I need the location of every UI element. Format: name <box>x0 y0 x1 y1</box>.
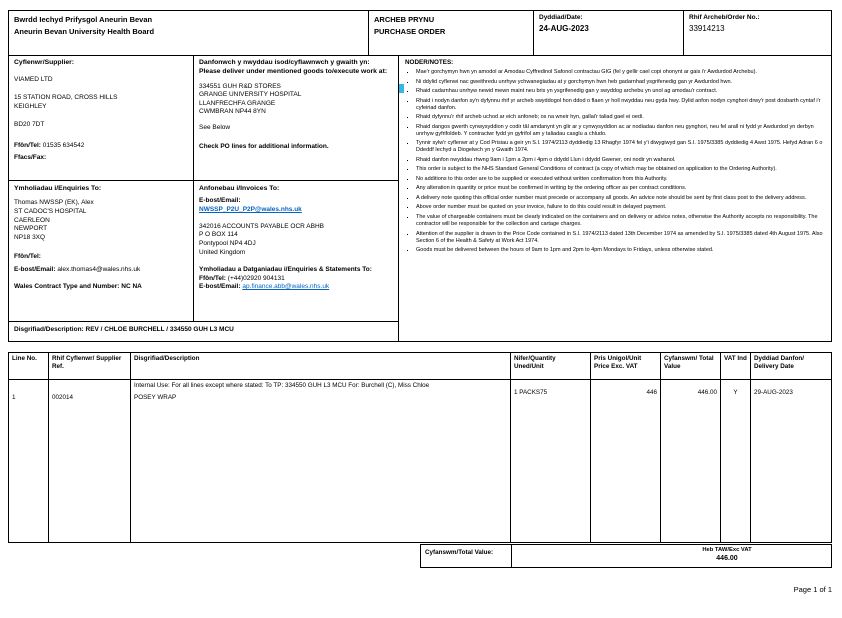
totals-label <box>420 544 512 568</box>
order-date-block <box>534 11 684 55</box>
item-delivery-date-cell <box>751 380 831 542</box>
enquiries-phone-label: Ffôn/Tel: <box>14 253 41 260</box>
supplier-phone <box>14 142 188 150</box>
note-item: ▪ Rhaid dangos gwerth cynwysyddion y codir tâl amdanynt yn glir ar y cynwysyddion ac ar nodiadau danfon neu gynghori, neu fel arall ni fydd yr Awdurdod yn derbyn unrhyw gyfrifoldeb. Y contractwr fydd yn gyfrifol am y taliadau casglu a chludo. <box>416 124 825 138</box>
check-po-note: Check PO lines for additional information. <box>199 142 329 150</box>
totals-label-text: Cyfanswm/Total Value: <box>425 549 494 556</box>
enquiries-address-line: CAERLEON <box>14 216 50 224</box>
delivery-label: Danfonwch y nwyddau isod/cyflawnwch y gwaith yn: Please deliver under mentioned goods to/execute work at: <box>199 59 388 75</box>
invoices-email2-link[interactable]: ap.finance.abb@wales.nhs.uk <box>242 283 330 291</box>
statements-label: Ymholiadau a Datganiadau i/Enquiries & Statements To: <box>199 265 372 273</box>
item-total-value-cell <box>661 380 721 542</box>
note-item: ▪ Rhaid i nodyn danfon sy'n dyfynnu rhif yr archeb swyddogol hon ddod o flaen yr holl nwyddau neu gyda hwy. Dylid anfon nodyn cynghori drwy'r post dosbarth cyntaf i'r cyfeiriad danfon. <box>416 98 825 112</box>
col-vat-ind: VAT Ind <box>721 353 751 379</box>
org-name-welsh: Bwrdd Iechyd Prifysgol Aneurin Bevan <box>14 15 153 24</box>
note-item: ▪ A delivery note quoting this official order number must precede or accompany all goods. An advice note should be sent by first class post to the delivery address. <box>416 195 825 202</box>
item-description-cell <box>131 380 511 542</box>
col-line-no: Line No. <box>9 353 49 379</box>
note-item: ▪ Above order number must be quoted on your invoice, failure to do this could result in delayed payment. <box>416 204 825 211</box>
delivery-address-line: LLANFRECHFA GRANGE <box>199 99 276 107</box>
note-item: ▪ The value of chargeable containers must be clearly indicated on the containers and on delivery or advice notes, otherwise the Authority accepts no responsibility. The contractor will be responsible for the collection and cartage charges. <box>416 214 825 228</box>
note-item: ▪ Goods must be delivered between the hours of 9am to 1pm and 2pm to 4pm Mondays to Fridays, unless otherwise stated. <box>416 247 825 254</box>
invoices-section <box>193 180 399 322</box>
internal-use-note: Internal Use: For all lines except where stated: To TP: 334550 GUH L3 MCU For: Burchell (C), Miss Chloe <box>134 382 430 389</box>
item-total-value: 446.00 <box>697 389 717 396</box>
enquiries-address-line: NEWPORT <box>14 225 48 233</box>
note-item: ▪ Mae'r gorchymyn hwn yn amodol ar Amodau Cyffredinol Safonol contractau GIG (fel y gellir cael copi ohonynt ar gais i'r Awdurdod Archebu). <box>416 69 825 76</box>
po-title-welsh: ARCHEB PRYNU <box>374 15 435 24</box>
delivery-address-line: CWMBRAN NP44 8YN <box>199 107 266 115</box>
invoices-phone-value: (+44)02920 904131 <box>227 274 285 282</box>
order-number-label: Rhif Archeb/Order No.: <box>689 14 760 21</box>
invoices-phone <box>199 275 393 284</box>
totals-sublabel: Heb TAW/Exc VAT <box>702 547 752 553</box>
org-name-english: Aneurin Bevan University Health Board <box>14 27 155 36</box>
invoices-label: Anfonebau i/Invoices To: <box>199 185 280 192</box>
item-quantity-unit-cell <box>511 380 591 542</box>
item-unit-price: 446 <box>646 389 657 396</box>
enquiries-contact-name: Thomas NWSSP (EK), Alex <box>14 199 94 207</box>
page-number: Page 1 of 1 <box>793 585 832 594</box>
supplier-address-line: 15 STATION ROAD, CROSS HILLS <box>14 94 118 102</box>
note-item: ▪ Rhaid danfon nwyddau rhwng 9am i 1pm a 2pm i 4pm o ddydd Llun i ddydd Gwener, oni nodir yn wahanol. <box>416 157 825 164</box>
invoices-address-line: 342016 ACCOUNTS PAYABLE OCR ABHB <box>199 222 324 230</box>
supplier-address-line: KEIGHLEY <box>14 102 47 110</box>
invoices-address-line: P O BOX 114 <box>199 231 238 239</box>
invoices-phone-label: Ffôn/Tel: <box>199 274 226 282</box>
col-supplier-ref: Rhif Cyflenwr/ Supplier Ref. <box>49 353 131 379</box>
po-title-block <box>369 11 534 55</box>
note-item: ▪ Rhaid cadarnhau unrhyw newid mewn maint neu bris yn ysgrifenedig gan y swyddog archebu yn unol ag amodau'r contract. <box>416 88 825 95</box>
date-value: 24-AUG-2023 <box>539 24 589 33</box>
supplier-phone-label: Ffôn/Tel: <box>14 141 41 149</box>
invoices-email2-label: E-bost/Email: <box>199 283 241 291</box>
item-unit-price-cell <box>591 380 661 542</box>
invoices-address-line: Pontypool NP4 4DJ <box>199 240 256 248</box>
enquiries-address-line: ST CADOC'S HOSPITAL <box>14 207 87 215</box>
note-item: ▪ This order is subject to the NHS Standard General Conditions of contract (a copy of which may be obtained on application to the Ordering Authority). <box>416 166 825 173</box>
col-unit-price: Pris Unigol/Unit Price Exc. VAT <box>591 353 661 379</box>
supplier-fax-label: Ffacs/Fax: <box>14 154 47 162</box>
supplier-section <box>8 55 194 181</box>
org-name-block <box>9 11 369 55</box>
description-text: Disgrifiad/Description: REV / CHLOE BURCHELL / 334550 GUH L3 MCU <box>14 326 234 333</box>
item-description: POSEY WRAP <box>134 394 177 402</box>
item-vat-ind-cell <box>721 380 751 542</box>
totals-value-box <box>511 544 832 568</box>
totals-value-inner <box>662 547 792 562</box>
invoices-address-line: United Kingdom <box>199 249 246 256</box>
po-title-english: PURCHASE ORDER <box>374 27 446 36</box>
supplier-postcode: BD20 7DT <box>14 121 45 129</box>
delivery-address-line: 334551 GUH R&D STORES <box>199 82 281 90</box>
item-supplier-ref: 002014 <box>52 394 74 401</box>
enquiries-email-value: alex.thomas4@wales.nhs.uk <box>57 265 141 273</box>
note-item: ▪ Attention of the supplier is drawn to the Price Code contained in S.I. 1974/2113 dated 13th December 1974 as amended by S.I. 1975/3385 dated 4th August 1975. Also Section 6 of the Health & Safety at Work Act 1974. <box>416 231 825 245</box>
item-line-no-cell <box>9 380 49 542</box>
enquiries-section <box>8 180 194 322</box>
item-vat-ind: Y <box>733 389 738 396</box>
col-total-value: Cyfanswm/ Total Value <box>661 353 721 379</box>
order-number-block <box>684 11 831 55</box>
item-supplier-ref-cell <box>49 380 131 542</box>
highlight-marker <box>399 84 404 93</box>
wales-contract-note: Wales Contract Type and Number: NC NA <box>14 282 142 290</box>
invoices-email-label: E-bost/Email: <box>199 197 241 205</box>
enquiries-label: Ymholiadau i/Enquiries To: <box>14 185 102 192</box>
enquiries-email-label: E-bost/Email: <box>14 265 56 273</box>
supplier-name: VIAMED LTD <box>14 75 53 83</box>
note-item: ▪ Ni ddylid cyflenwi nac gweithredu unrhyw ychwanegiadau at y gorchymyn hwn heb gadarnhad ysgrifenedig gan yr Awdurdod hwn. <box>416 79 825 86</box>
notes-section <box>398 55 832 342</box>
items-table-header <box>8 352 832 380</box>
description-bar <box>8 321 399 342</box>
header-section <box>8 10 832 56</box>
date-label: Dyddiad/Date: <box>539 14 583 21</box>
items-table-body <box>8 379 832 543</box>
supplier-label: Cyflenwr/Supplier: <box>14 59 75 66</box>
item-line-no: 1 <box>12 394 16 401</box>
supplier-phone-value: 01535 634542 <box>42 141 85 149</box>
note-item: ▪ Rhaid dyfynnu'r rhif archeb uchod ar eich anfoneb; os na wneir hyn, gallai'r taliad gael ei oedi. <box>416 114 825 121</box>
order-number-value: 33914213 <box>689 24 725 33</box>
totals-value: 446.00 <box>716 555 738 562</box>
see-below-note: See Below <box>199 124 231 132</box>
col-quantity-unit: Nifer/Quantity Uned/Unit <box>511 353 591 379</box>
col-delivery-date: Dyddiad Danfon/ Delivery Date <box>754 355 805 371</box>
invoices-email2 <box>199 283 393 292</box>
item-quantity-unit: 1 PACKS75 <box>514 389 548 396</box>
enquiries-address-line: NP18 3XQ <box>14 234 46 242</box>
notes-list <box>405 69 825 254</box>
delivery-address-line: GRANGE UNIVERSITY HOSPITAL <box>199 91 302 99</box>
enquiries-email <box>14 266 188 275</box>
notes-label: NODER/NOTES: <box>405 59 454 66</box>
item-delivery-date: 29-AUG-2023 <box>754 389 793 396</box>
note-item: ▪ Any alteration in quantity or price must be confirmed in writing by the ordering officer as per contract conditions. <box>416 185 825 192</box>
col-description: Disgrifiad/Description <box>131 353 511 379</box>
note-item: ▪ Tynnir sylw'r cyflenwr at y Cod Prisiau a geir yn S.I. 1974/2113 dyddiedig 13 Rhagfyr 1974 fel y'i diwygiwyd gan S.I. 1975/3385 dyddiedig 4 Awst 1975. Hefyd Adran 6 o Ddeddf Iechyd a Diogelwch yn y Gwaith 1974. <box>416 140 825 154</box>
invoices-email-link[interactable]: NWSSP_P2U_P2P@wales.nhs.uk <box>199 205 302 213</box>
delivery-section <box>193 55 399 181</box>
note-item: ▪ No additions to this order are to be supplied or executed without written confirmation from this Authority. <box>416 176 825 183</box>
